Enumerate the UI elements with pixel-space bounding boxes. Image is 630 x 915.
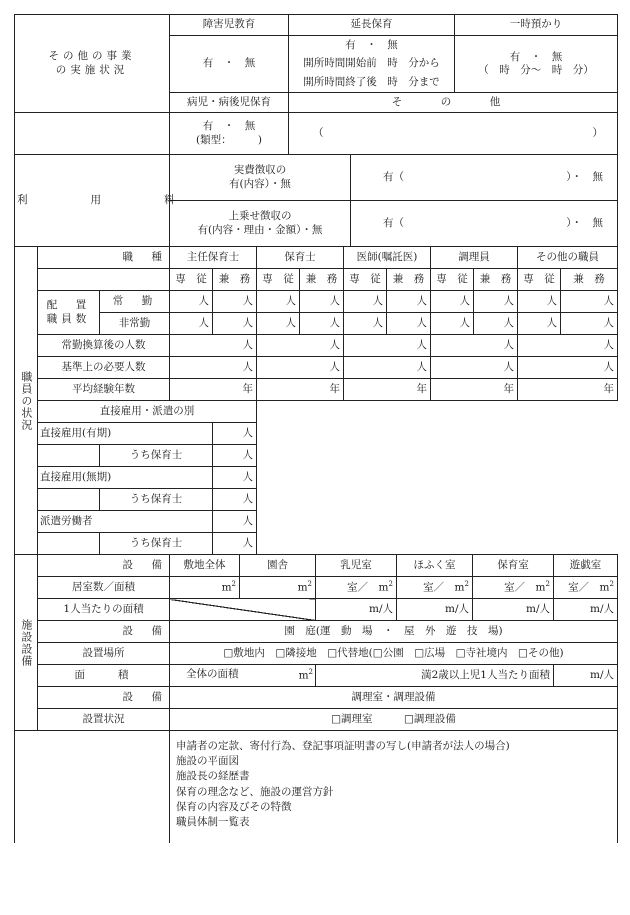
heikin-cell[interactable]: 年 bbox=[431, 379, 518, 401]
other-business-label-cont bbox=[15, 113, 170, 155]
kijun-cell[interactable]: 人 bbox=[431, 357, 518, 379]
staff-section-label: 職員の状況 bbox=[15, 247, 38, 555]
role-header: 主任保育士 bbox=[170, 247, 257, 269]
count-cell[interactable]: 人 bbox=[518, 313, 561, 335]
header-byoji: 病児・病後児保育 bbox=[170, 93, 289, 113]
facility-col: 乳児室 bbox=[316, 555, 397, 577]
room-area-cell[interactable]: 室／ $m^2$ bbox=[397, 577, 473, 599]
indent-cell bbox=[38, 533, 100, 555]
count-cell[interactable]: 人 bbox=[257, 313, 300, 335]
documents-table bbox=[14, 730, 618, 843]
sen-header: 専 従 bbox=[170, 269, 213, 291]
count-cell[interactable]: 人 bbox=[213, 291, 257, 313]
document-item: 申請者の定款、寄付行為、登記事項証明書の写し(申請者が法人の場合) bbox=[176, 740, 510, 752]
count-cell[interactable]: 人 bbox=[387, 291, 431, 313]
document-item: 職員体制一覧表 bbox=[176, 816, 250, 829]
role-header: 医師(嘱託医) bbox=[344, 247, 431, 269]
document-item: 保育の理念など、施設の運営方針 bbox=[176, 785, 334, 798]
count-cell[interactable]: 人 bbox=[300, 291, 344, 313]
per-person-cell[interactable]: m/人 bbox=[316, 599, 397, 621]
facility-col: ほふく室 bbox=[397, 555, 473, 577]
shokushu-label: 職 種 bbox=[38, 247, 170, 269]
chori-header: 調理室・調理設備 bbox=[170, 687, 618, 709]
ken-header: 兼 務 bbox=[387, 269, 431, 291]
area-cell[interactable]: $m^2$ bbox=[240, 577, 316, 599]
header-encho: 延長保育 bbox=[289, 15, 455, 36]
kanzan-cell[interactable]: 人 bbox=[170, 335, 257, 357]
byoji-cell[interactable]: 有 ・ 無 (類型： ) bbox=[170, 113, 289, 155]
heikin-cell[interactable]: 年 bbox=[518, 379, 618, 401]
muki-cell[interactable]: 人 bbox=[213, 467, 257, 489]
count-cell[interactable]: 人 bbox=[431, 313, 474, 335]
kyoshitsu-label: 居室数／面積 bbox=[38, 577, 170, 599]
count-cell[interactable]: 人 bbox=[170, 313, 213, 335]
yuki-cell[interactable]: 人 bbox=[213, 423, 257, 445]
haken-label: 派遣労働者 bbox=[38, 511, 213, 533]
haichi-label: 配 置 職員数 bbox=[38, 291, 100, 335]
kanzan-cell[interactable]: 人 bbox=[518, 335, 618, 357]
kanzan-cell[interactable]: 人 bbox=[344, 335, 431, 357]
staff-table bbox=[14, 246, 618, 555]
encho-end[interactable]: 開所時間終了後 時 分まで bbox=[289, 74, 455, 93]
per-person-label: 1人当たりの面積 bbox=[38, 599, 170, 621]
area-cell[interactable]: $m^2$ bbox=[170, 577, 240, 599]
sen-header: 専 従 bbox=[518, 269, 561, 291]
jippi-label: 実費徴収の 有(内容）・無 bbox=[170, 155, 351, 201]
heikin-cell[interactable]: 年 bbox=[344, 379, 431, 401]
count-cell[interactable]: 人 bbox=[518, 291, 561, 313]
kijun-cell[interactable]: 人 bbox=[518, 357, 618, 379]
yuki-label: 直接雇用(有期) bbox=[38, 423, 213, 445]
header-sonota: そ の 他 bbox=[289, 93, 618, 113]
count-cell[interactable]: 人 bbox=[474, 291, 518, 313]
count-cell[interactable]: 人 bbox=[474, 313, 518, 335]
shogai-umu[interactable]: 有 ・ 無 bbox=[170, 36, 289, 93]
indent-cell bbox=[38, 489, 100, 511]
count-cell[interactable]: 人 bbox=[257, 291, 300, 313]
header-shogai: 障害児教育 bbox=[170, 15, 289, 36]
jokin-label: 常 勤 bbox=[100, 291, 170, 313]
indent-cell bbox=[38, 445, 100, 467]
uchi-hoikushi-cell[interactable]: 人 bbox=[213, 533, 257, 555]
menseki-label: 面 積 bbox=[38, 665, 170, 687]
uchi-hoikushi-label: うち保育士 bbox=[100, 489, 213, 511]
hijokin-label: 非常勤 bbox=[100, 313, 170, 335]
count-cell[interactable]: 人 bbox=[344, 313, 387, 335]
role-header: 保育士 bbox=[257, 247, 344, 269]
documents-list bbox=[170, 731, 618, 843]
shokushu-label-cont bbox=[38, 269, 170, 291]
setsubi-label: 設 備 bbox=[38, 555, 170, 577]
muki-label: 直接雇用(無期) bbox=[38, 467, 213, 489]
heikin-cell[interactable]: 年 bbox=[257, 379, 344, 401]
facility-col: 園舎 bbox=[240, 555, 316, 577]
other-business-table bbox=[14, 14, 618, 155]
haken-cell[interactable]: 人 bbox=[213, 511, 257, 533]
setsubi-label: 設 備 bbox=[38, 621, 170, 643]
diagonal-blank bbox=[170, 599, 316, 621]
uwanose-input[interactable]: 有（ ）・ 無 bbox=[351, 201, 618, 247]
sen-header: 専 従 bbox=[257, 269, 300, 291]
kanzan-cell[interactable]: 人 bbox=[257, 335, 344, 357]
document-item: 施設の平面図 bbox=[176, 755, 239, 768]
kanzan-label: 常勤換算後の人数 bbox=[38, 335, 170, 357]
kanzan-cell[interactable]: 人 bbox=[431, 335, 518, 357]
role-header: 調理員 bbox=[431, 247, 518, 269]
count-cell[interactable]: 人 bbox=[561, 291, 618, 313]
heikin-label: 平均経験年数 bbox=[38, 379, 170, 401]
uwanose-label: 上乗せ徴収の 有(内容・理由・金額）・無 bbox=[170, 201, 351, 247]
jippi-input[interactable]: 有（ ）・ 無 bbox=[351, 155, 618, 201]
ichiji-cell[interactable]: 有 ・ 無 （ 時 分〜 時 分） bbox=[455, 36, 618, 93]
per-person-cell[interactable]: m/人 bbox=[473, 599, 554, 621]
ken-header: 兼 務 bbox=[213, 269, 257, 291]
count-cell[interactable]: 人 bbox=[213, 313, 257, 335]
role-header: その他の職員 bbox=[518, 247, 618, 269]
man2-cell[interactable]: m/人 bbox=[554, 665, 618, 687]
uchi-hoikushi-label: うち保育士 bbox=[100, 445, 213, 467]
per-person-cell[interactable]: m/人 bbox=[397, 599, 473, 621]
ken-header: 兼 務 bbox=[474, 269, 518, 291]
heikin-cell[interactable]: 年 bbox=[170, 379, 257, 401]
count-cell[interactable]: 人 bbox=[170, 291, 213, 313]
facility-table bbox=[14, 554, 618, 731]
basho-label: 設置場所 bbox=[38, 643, 170, 665]
room-area-cell[interactable]: 室／ $m^2$ bbox=[316, 577, 397, 599]
sen-header: 専 従 bbox=[431, 269, 474, 291]
count-cell[interactable]: 人 bbox=[387, 313, 431, 335]
chokusetsu-haken-header: 直接雇用・派遣の別 bbox=[38, 401, 257, 423]
count-cell[interactable]: 人 bbox=[431, 291, 474, 313]
other-business-label: その他の事業 の実施状況 bbox=[15, 15, 170, 113]
kijun-label: 基準上の必要人数 bbox=[38, 357, 170, 379]
ken-header: 兼 務 bbox=[561, 269, 618, 291]
zentai-area-cell[interactable]: 全体の面積 $m^2$ bbox=[170, 665, 316, 687]
secchi-options[interactable]: □調理室 □調理設備 bbox=[170, 709, 618, 731]
fee-table bbox=[14, 154, 618, 247]
setsubi-label: 設 備 bbox=[38, 687, 170, 709]
encho-start[interactable]: 開所時間開始前 時 分から bbox=[289, 55, 455, 74]
basho-options[interactable]: □敷地内 □隣接地 □代替地(□公園 □広場 □寺社境内 □その他) bbox=[170, 643, 618, 665]
room-area-cell[interactable]: 室／ $m^2$ bbox=[473, 577, 554, 599]
room-area-cell[interactable]: 室／ $m^2$ bbox=[554, 577, 618, 599]
ken-header: 兼 務 bbox=[300, 269, 344, 291]
kijun-cell[interactable]: 人 bbox=[257, 357, 344, 379]
count-cell[interactable]: 人 bbox=[300, 313, 344, 335]
document-item: 保育の内容及びその特徴 bbox=[176, 800, 292, 813]
encho-umu[interactable]: 有 ・ 無 bbox=[289, 36, 455, 55]
entei-header: 園 庭(運 動 場 ・ 屋 外 遊 技 場) bbox=[170, 621, 618, 643]
per-person-cell[interactable]: m/人 bbox=[554, 599, 618, 621]
fee-label: 利 用 料 bbox=[15, 155, 170, 247]
application-form-sheet bbox=[14, 14, 617, 843]
uchi-hoikushi-cell[interactable]: 人 bbox=[213, 489, 257, 511]
kijun-cell[interactable]: 人 bbox=[170, 357, 257, 379]
count-cell[interactable]: 人 bbox=[344, 291, 387, 313]
document-item: 施設長の経歴書 bbox=[176, 770, 250, 783]
documents-label bbox=[15, 731, 170, 843]
facility-col: 敷地全体 bbox=[170, 555, 240, 577]
count-cell[interactable]: 人 bbox=[561, 313, 618, 335]
facility-col: 遊戯室 bbox=[554, 555, 618, 577]
facility-col: 保育室 bbox=[473, 555, 554, 577]
sonota-input[interactable]: （ ） bbox=[289, 113, 618, 155]
sen-header: 専 従 bbox=[344, 269, 387, 291]
header-ichiji: 一時預かり bbox=[455, 15, 618, 36]
man2-label: 満2歳以上児1人当たり面積 bbox=[316, 665, 554, 687]
uchi-hoikushi-cell[interactable]: 人 bbox=[213, 445, 257, 467]
uchi-hoikushi-label: うち保育士 bbox=[100, 533, 213, 555]
secchi-label: 設置状況 bbox=[38, 709, 170, 731]
blank-area bbox=[257, 401, 618, 555]
kijun-cell[interactable]: 人 bbox=[344, 357, 431, 379]
facility-section-label: 施設設備 bbox=[15, 555, 38, 731]
